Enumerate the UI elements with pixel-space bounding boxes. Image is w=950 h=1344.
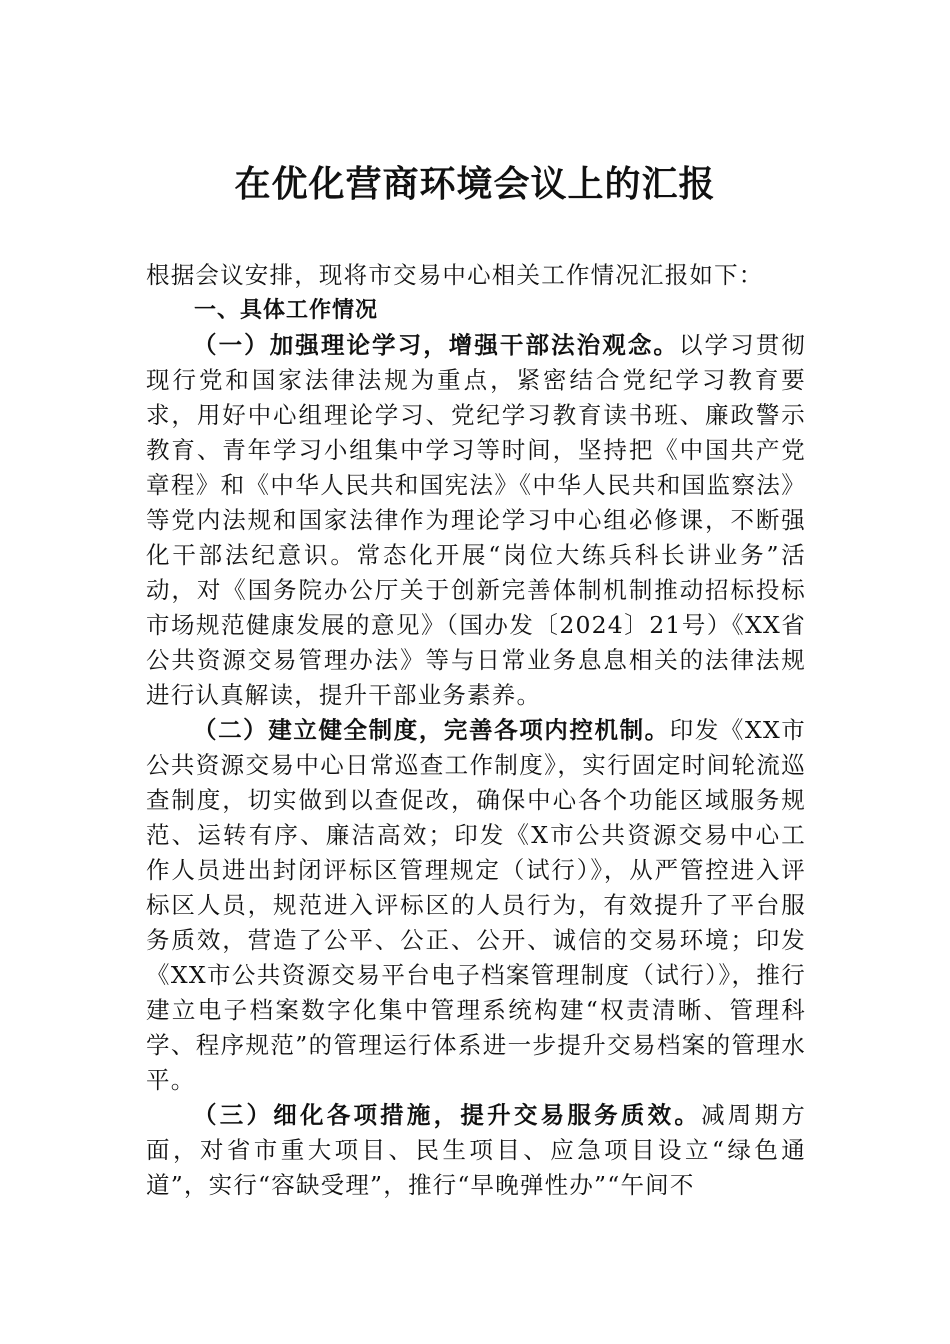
paragraph-item-3 <box>146 1098 806 1203</box>
paragraph-text: 减周期方面，对省市重大项目、民生项目、应急项目设立“绿色通道”，实行“容缺受理”，推行“早晚弹性办”“午间不 <box>146 1101 806 1199</box>
paragraph-text: 印发《XX市公共资源交易中心日常巡查工作制度》，实行固定时间轮流巡查制度，切实做到以查促改，确保中心各个功能区域服务规范、运转有序、廉洁高效；印发《X市公共资源交易中心工作人员进出封闭评标区管理规定（试行）》，从严管控进入评标区人员，规范进入评标区的人员行为，有效提升了平台服务质效，营造了公平、公正、公开、诚信的交易环境；印发《XX市公共资源交易平台电子档案管理制度（试行）》，推行建立电子档案数字化集中管理系统构建“权责清晰、管理科学、程序规范”的管理运行体系进一步提升交易档案的管理水平。 <box>146 716 806 1094</box>
paragraph-item-2 <box>146 713 806 1098</box>
intro-paragraph: 根据会议安排，现将市交易中心相关工作情况汇报如下： <box>146 261 764 289</box>
paragraph-text: 以学习贯彻现行党和国家法律法规为重点，紧密结合党纪学习教育要求，用好中心组理论学习、党纪学习教育读书班、廉政警示教育、青年学习小组集中学习等时间，坚持把《中国共产党章程》和《中华人民共和国宪法》《中华人民共和国监察法》等党内法规和国家法律作为理论学习中心组必修课，不断强化干部法纪意识。常态化开展“岗位大练兵科长讲业务”活动，对《国务院办公厅关于创新完善体制机制推动招标投标市场规范健康发展的意见》（国办发〔2024〕21号）《XX省公共资源交易管理办法》等与日常业务息息相关的法律法规进行认真解读，提升干部业务素养。 <box>146 331 806 709</box>
paragraph-lead: （二）建立健全制度，完善各项内控机制。 <box>193 716 670 744</box>
paragraph-lead: （三）细化各项措施，提升交易服务质效。 <box>193 1101 702 1129</box>
section-heading: 一、具体工作情况 <box>194 298 379 323</box>
paragraph-item-1 <box>146 328 806 713</box>
document-title: 在优化营商环境会议上的汇报 <box>234 163 716 205</box>
document-body <box>146 258 806 1203</box>
paragraph-lead: （一）加强理论学习，增强干部法治观念。 <box>193 331 679 359</box>
